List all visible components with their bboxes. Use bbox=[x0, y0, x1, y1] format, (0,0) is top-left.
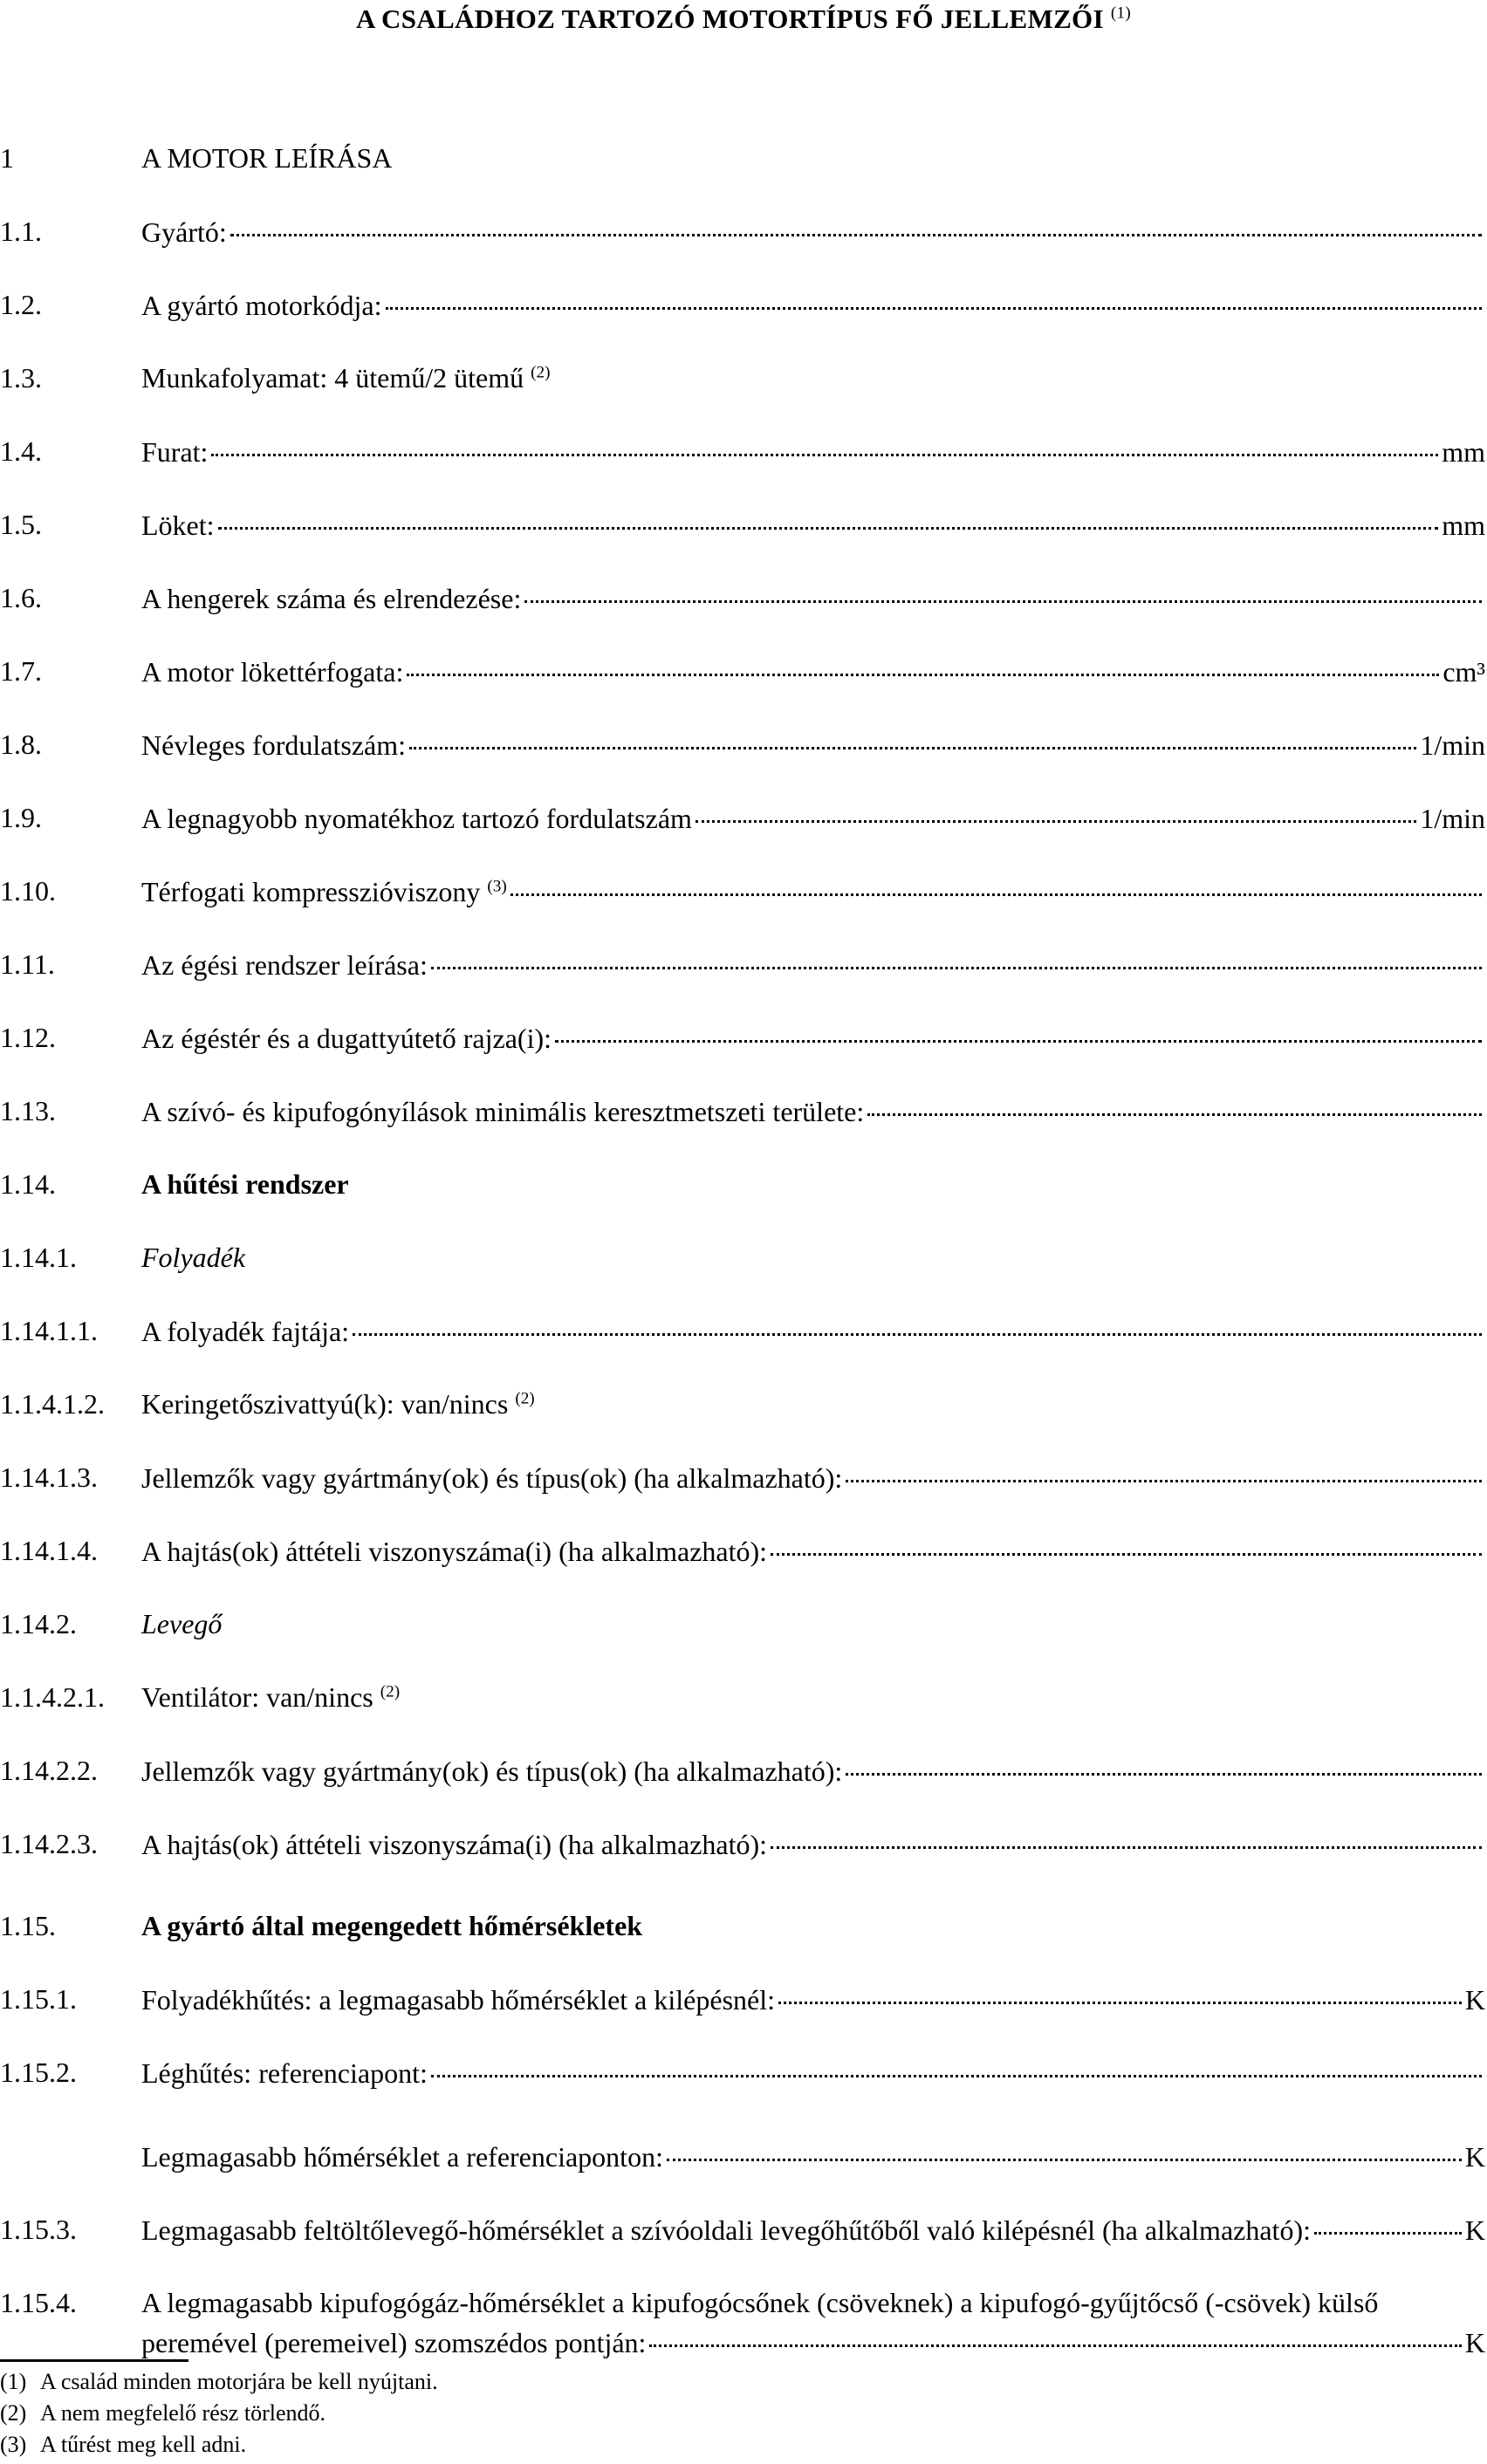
item-label: Az égéstér és a dugattyútető rajza(i): bbox=[141, 1023, 552, 1054]
fill-in-line bbox=[431, 939, 1482, 969]
item-1-15 bbox=[0, 1906, 1487, 1946]
unit-label: cm³ bbox=[1442, 656, 1485, 688]
item-label: A szívó- és kipufogónyílások minimális keresztmetszeti területe: bbox=[141, 1096, 865, 1127]
unit-label: K bbox=[1464, 2214, 1485, 2246]
item-1 bbox=[0, 138, 1487, 178]
item-1-4 bbox=[0, 431, 1487, 471]
item-number: 1.14.2.3. bbox=[0, 1828, 98, 1859]
title-text: A CSALÁDHOZ TARTOZÓ MOTORTÍPUS FŐ JELLEMZŐI bbox=[356, 3, 1104, 34]
fill-in-line bbox=[771, 1525, 1482, 1556]
item-1-14-1-3 bbox=[0, 1457, 1487, 1497]
footnote-ref: (2) bbox=[531, 363, 551, 382]
footnote-mark: (3) bbox=[0, 2432, 27, 2457]
item-label-line-1: A legmagasabb kipufogógáz-hőmérséklet a kipufogócsőnek (csöveknek) a kipufogó-gyűjtőcső (-csövek) külső bbox=[141, 2287, 1379, 2318]
item-1-15-2-max bbox=[0, 2136, 1487, 2176]
item-label: Legmagasabb hőmérséklet a referenciaponton: bbox=[141, 2141, 663, 2173]
item-number: 1.1.4.2.1. bbox=[0, 1681, 105, 1713]
fill-in-line bbox=[511, 866, 1482, 896]
footnote-mark: (2) bbox=[0, 2400, 27, 2426]
footnote-divider bbox=[0, 2359, 188, 2362]
fill-in-line bbox=[696, 792, 1416, 823]
footnote-2 bbox=[0, 2399, 325, 2427]
unit-label: mm bbox=[1442, 510, 1485, 541]
item-label-text: Munkafolyamat: 4 ütemű/2 ütemű bbox=[141, 362, 524, 394]
item-label-text: Térfogati kompresszióviszony bbox=[141, 876, 481, 907]
item-number: 1.4. bbox=[0, 435, 42, 467]
item-number: 1.14. bbox=[0, 1168, 56, 1200]
item-number: 1.3. bbox=[0, 362, 42, 394]
item-number: 1.15.2. bbox=[0, 2057, 77, 2088]
item-label-text: Ventilátor: van/nincs bbox=[141, 1681, 373, 1713]
item-1-2 bbox=[0, 284, 1487, 325]
item-1-1 bbox=[0, 211, 1487, 251]
item-label: A folyadék fajtája: bbox=[141, 1316, 350, 1347]
fill-in-line bbox=[218, 499, 1439, 530]
item-1-14-2-3 bbox=[0, 1824, 1487, 1864]
fill-in-line bbox=[1314, 2204, 1462, 2235]
footnote-ref: (2) bbox=[515, 1389, 535, 1408]
fill-in-line bbox=[555, 1012, 1482, 1043]
item-number: 1.14.1.4. bbox=[0, 1535, 98, 1566]
item-label: Gyártó: bbox=[141, 216, 227, 248]
item-1-14-2 bbox=[0, 1604, 1487, 1644]
item-number: 1.10. bbox=[0, 875, 56, 907]
item-1-10 bbox=[0, 871, 1487, 911]
footnote-text: A nem megfelelő rész törlendő. bbox=[40, 2400, 326, 2426]
fill-in-line bbox=[524, 572, 1482, 603]
item-label: A hajtás(ok) áttételi viszonyszáma(i) (ha alkalmazható): bbox=[141, 1829, 768, 1860]
item-number: 1.14.1. bbox=[0, 1242, 77, 1273]
section-heading: A MOTOR LEÍRÁSA bbox=[141, 142, 393, 174]
fill-in-line bbox=[846, 1745, 1482, 1776]
item-number: 1.15.1. bbox=[0, 1983, 77, 2015]
item-number: 1.8. bbox=[0, 729, 42, 760]
item-1-9 bbox=[0, 797, 1487, 838]
item-number: 1.1.4.1.2. bbox=[0, 1388, 105, 1420]
item-1-14-1-2 bbox=[0, 1384, 1487, 1424]
fill-in-line bbox=[211, 426, 1438, 456]
item-label bbox=[141, 872, 507, 912]
item-1-8 bbox=[0, 724, 1487, 764]
item-label bbox=[141, 358, 551, 398]
item-label: Jellemzők vagy gyártmány(ok) és típus(ok) (ha alkalmazható): bbox=[141, 1756, 843, 1787]
item-number: 1.1. bbox=[0, 216, 42, 247]
footnote-3 bbox=[0, 2431, 246, 2459]
item-number: 1 bbox=[0, 142, 14, 174]
item-1-11 bbox=[0, 944, 1487, 984]
subsection-heading: Levegő bbox=[141, 1608, 223, 1639]
fill-in-line bbox=[846, 1452, 1482, 1482]
item-number: 1.11. bbox=[0, 948, 55, 980]
item-label: Jellemzők vagy gyártmány(ok) és típus(ok) (ha alkalmazható): bbox=[141, 1462, 843, 1494]
item-1-13 bbox=[0, 1091, 1487, 1131]
item-number: 1.14.1.1. bbox=[0, 1315, 98, 1346]
fill-in-line bbox=[649, 2317, 1461, 2347]
fill-in-line bbox=[431, 2047, 1482, 2077]
footnote-mark: (1) bbox=[0, 2369, 27, 2394]
unit-label: K bbox=[1464, 2141, 1485, 2173]
item-label: Az égési rendszer leírása: bbox=[141, 949, 428, 981]
fill-in-line bbox=[778, 1974, 1462, 2004]
item-number: 1.2. bbox=[0, 289, 42, 320]
item-label-line-2: peremével (peremeivel) szomszédos pontján: bbox=[141, 2327, 647, 2358]
item-label: Névleges fordulatszám: bbox=[141, 729, 406, 761]
item-1-6 bbox=[0, 578, 1487, 618]
fill-in-line bbox=[667, 2131, 1462, 2161]
item-1-14 bbox=[0, 1164, 1487, 1204]
item-number: 1.15. bbox=[0, 1910, 56, 1941]
item-number: 1.7. bbox=[0, 655, 42, 687]
item-number: 1.14.2.2. bbox=[0, 1755, 98, 1786]
item-label bbox=[141, 1677, 400, 1717]
fill-in-line bbox=[407, 646, 1439, 676]
fill-in-line bbox=[386, 279, 1482, 310]
item-label: Folyadékhűtés: a legmagasabb hőmérséklet a kilépésnél: bbox=[141, 1984, 775, 2016]
item-1-14-1-1 bbox=[0, 1311, 1487, 1351]
item-number: 1.15.3. bbox=[0, 2214, 77, 2245]
unit-label: 1/min bbox=[1420, 803, 1485, 834]
item-1-5 bbox=[0, 504, 1487, 544]
fill-in-line bbox=[409, 719, 1416, 749]
unit-label: 1/min bbox=[1420, 729, 1485, 761]
section-heading: A gyártó által megengedett hőmérsékletek bbox=[141, 1910, 643, 1941]
item-number: 1.6. bbox=[0, 582, 42, 613]
unit-label: K bbox=[1464, 2327, 1485, 2358]
item-1-3 bbox=[0, 358, 1487, 398]
item-label: A hengerek száma és elrendezése: bbox=[141, 583, 522, 614]
item-1-7 bbox=[0, 651, 1487, 691]
item-label: Furat: bbox=[141, 436, 209, 468]
item-1-12 bbox=[0, 1017, 1487, 1057]
footnote-ref: (3) bbox=[487, 877, 507, 896]
item-number: 1.9. bbox=[0, 802, 42, 833]
item-label: A motor lökettérfogata: bbox=[141, 656, 404, 688]
item-number: 1.14.2. bbox=[0, 1608, 77, 1639]
item-number: 1.14.1.3. bbox=[0, 1461, 98, 1493]
item-number: 1.15.4. bbox=[0, 2287, 77, 2318]
item-label: A legnagyobb nyomatékhoz tartozó fordulatszám bbox=[141, 803, 692, 834]
unit-label: mm bbox=[1442, 436, 1485, 468]
item-label bbox=[141, 1384, 535, 1424]
page-title bbox=[0, 3, 1487, 35]
item-label: Léghűtés: referenciapont: bbox=[141, 2057, 428, 2089]
section-heading: A hűtési rendszer bbox=[141, 1168, 349, 1200]
item-1-14-1 bbox=[0, 1237, 1487, 1277]
item-1-15-3 bbox=[0, 2209, 1487, 2249]
footnote-text: A család minden motorjára be kell nyújtani. bbox=[40, 2369, 438, 2394]
item-1-15-2 bbox=[0, 2052, 1487, 2092]
title-footnote-ref: (1) bbox=[1110, 3, 1131, 23]
item-label: Löket: bbox=[141, 510, 215, 541]
fill-in-line bbox=[230, 206, 1482, 236]
subsection-heading: Folyadék bbox=[141, 1242, 246, 1273]
item-label: A gyártó motorkódja: bbox=[141, 290, 382, 321]
fill-in-line bbox=[353, 1305, 1482, 1336]
footnote-1 bbox=[0, 2368, 438, 2396]
item-1-15-1 bbox=[0, 1979, 1487, 2019]
fill-in-line bbox=[771, 1818, 1482, 1849]
item-label: A hajtás(ok) áttételi viszonyszáma(i) (ha alkalmazható): bbox=[141, 1536, 768, 1567]
fill-in-line bbox=[867, 1085, 1482, 1116]
item-1-14-1-4 bbox=[0, 1530, 1487, 1571]
item-number: 1.5. bbox=[0, 509, 42, 540]
footnote-text: A tűrést meg kell adni. bbox=[40, 2432, 247, 2457]
item-number: 1.13. bbox=[0, 1095, 56, 1126]
unit-label: K bbox=[1464, 1984, 1485, 2016]
item-1-15-4 bbox=[0, 2283, 1487, 2362]
item-label-text: Keringetőszivattyú(k): van/nincs bbox=[141, 1388, 509, 1420]
item-1-14-2-2 bbox=[0, 1750, 1487, 1790]
item-1-14-2-1 bbox=[0, 1677, 1487, 1717]
footnote-ref: (2) bbox=[380, 1682, 401, 1701]
item-label: Legmagasabb feltöltőlevegő-hőmérséklet a szívóoldali levegőhűtőből való kilépésnél (ha alkalmazható): bbox=[141, 2214, 1311, 2246]
item-number: 1.12. bbox=[0, 1022, 56, 1053]
